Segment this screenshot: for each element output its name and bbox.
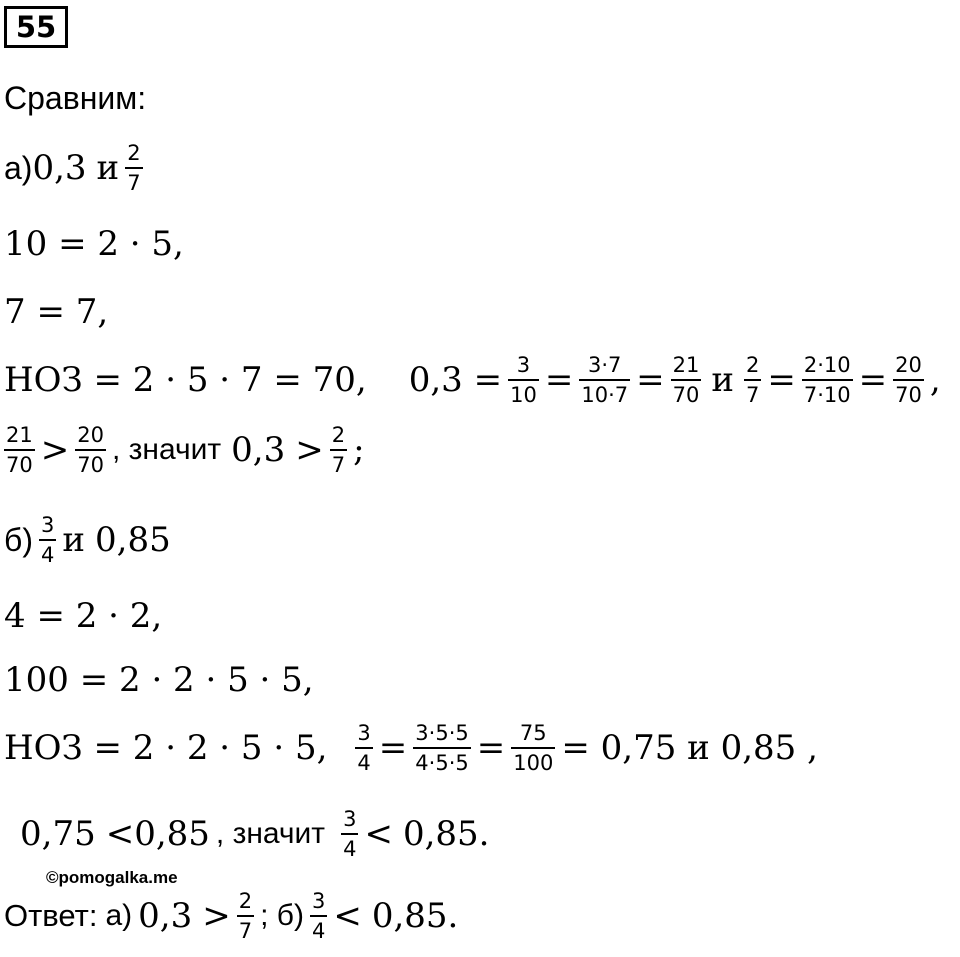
fraction: $\frac{2}{7}$ [127,141,141,196]
fraction: $\frac{2}{7}$ [746,353,760,408]
conclusion-text: , значит [111,433,222,467]
factorization-4: 4 = 2 · 2, [4,596,163,636]
fraction: $\frac{20}{70}$ [895,353,922,408]
fraction: $\frac{3}{4}$ [40,513,55,568]
fraction: $\frac{21}{70}$ [672,353,700,408]
answer-line: Ответ: а) 0,3 > $\frac{2}{7}$ ; б) $\frac{3}{4}$ < 0,85. [4,889,459,944]
fraction: $\frac{3}{4}$ [357,721,371,776]
conjunction: и [96,148,120,189]
factorization-7: 7 = 7, [4,292,109,332]
comparison-line-a: $\frac{21}{70}$ > $\frac{20}{70}$ , значит 0,3 > $\frac{2}{7}$ ; [6,423,365,478]
conclusion-text: , значит [215,817,326,851]
part-a-label: а) [4,149,33,186]
factorization-10: 10 = 2 · 5, [4,224,184,264]
fraction: $\frac{3}{10}$ [510,353,537,408]
fraction: $\frac{3\cdot 5\cdot 5}{4\cdot 5\cdot 5}$ [415,721,469,776]
result-text: = 0,75 и 0,85 , [561,728,818,769]
factorization-100: 100 = 2 · 2 · 5 · 5, [4,660,314,700]
conjunction: и [62,520,86,561]
decimal-value: 0,3 [32,148,87,189]
answer-label: Ответ: [4,898,98,934]
decimal-eq: 0,3 = [408,360,503,401]
noz-line-b: НОЗ = 2 · 2 · 5 · 5, $\frac{3}{4}$ = $\frac{3\cdot 5\cdot 5}{4\cdot 5\cdot 5}$ = $\frac{75}{100}$ = 0,75 и 0,85 , [4,721,818,776]
task-number-badge: 55 [4,6,68,48]
noz-expression: НОЗ = 2 · 5 · 7 = 70, [4,360,367,401]
fraction: $\frac{21}{70}$ [6,423,33,478]
watermark: ©pomogalka.me [46,868,178,887]
decimal-value: 0,85 [95,520,171,561]
conjunction: и [711,360,735,401]
fraction: $\frac{3}{4}$ [343,807,357,862]
part-a-heading [4,142,149,194]
fraction: $\frac{75}{100}$ [513,721,554,776]
fraction: $\frac{3\cdot 7}{10\cdot 7}$ [581,353,629,408]
fraction: $\frac{3}{4}$ [311,889,326,944]
fraction: $\frac{2}{7}$ [331,423,346,478]
part-b-heading [4,514,171,566]
noz-line-a: НОЗ = 2 · 5 · 7 = 70, 0,3 = $\frac{3}{10}$ = $\frac{3\cdot 7}{10\cdot 7}$ = $\frac{21}{70}$ и $\frac{2}{7}$ = $\frac{2\cdot 10}{7\cdot 10}$ = $\frac{20}{70}$ , [4,353,941,408]
part-b-label: б) [4,521,33,558]
noz-expression: НОЗ = 2 · 2 · 5 · 5, [4,728,328,769]
fraction: $\frac{20}{70}$ [77,423,104,478]
intro-label: Сравним: [4,80,147,116]
intro-text [4,80,146,117]
comparison-line-b: 0,75 < 0,85 , значит $\frac{3}{4}$ < 0,85. [20,807,490,862]
fraction: $\frac{2}{7}$ [238,889,253,944]
fraction: $\frac{2\cdot 10}{7\cdot 10}$ [803,353,851,408]
